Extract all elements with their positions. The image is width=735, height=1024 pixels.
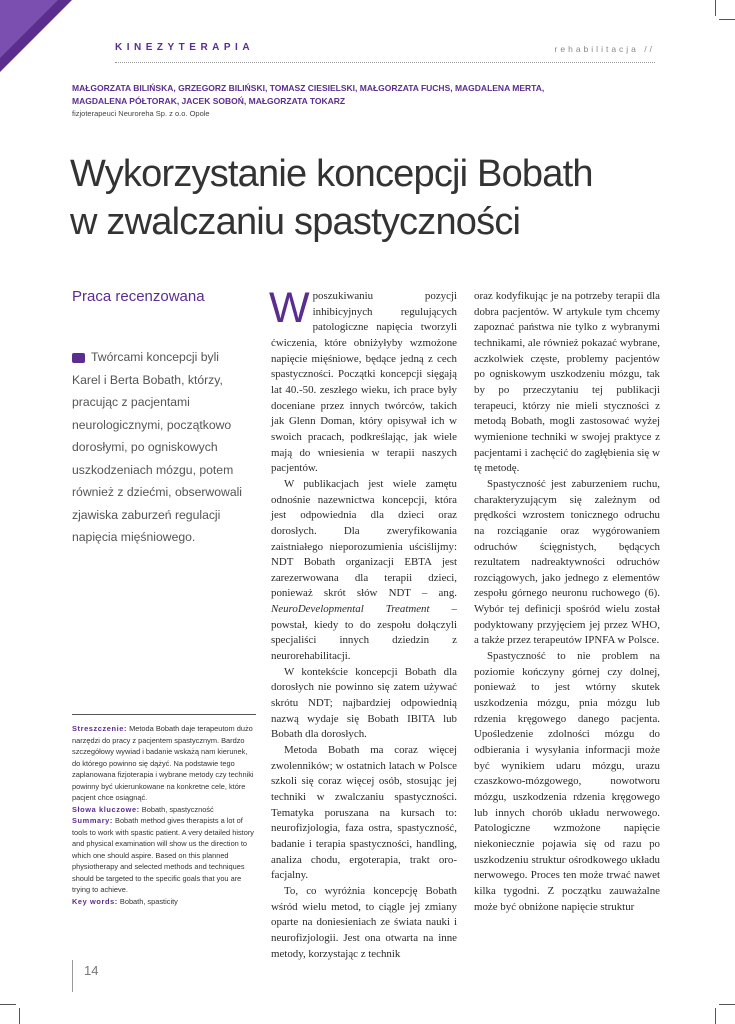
paragraph: Spastyczność jest zaburzeniem ruchu, charakteryzującym się zależnym od prędkości wzrostem tonicznego odruchu na rozciąganie oraz wygórowaniem odruchów ścięgnistych, będących rezultatem nadreaktywności odruchów rozciągowych, jako jednego z elementów zespołu górnego neuronu ruchowego (6). Wybór tej definicji spośród wielu został podyktowany przyjęciem jej przez WHO, a także przez terapeutów IPNFA w Polsce. — [474, 477, 660, 647]
paragraph-text: W publikacjach jest wiele zamętu odnośnie nazewnictwa koncepcji, która jest odpowiednia dla dzieci oraz dorosłych. Dla zweryfikowania zaistniałego nieporozumienia uściślijmy: NDT Bobath organizacji EBTA jest zarezerwowana dla terapii dzieci, ponieważ skrót słów NDT – ang. — [271, 477, 457, 600]
crop-mark — [719, 19, 735, 20]
paragraph: To, co wyróżnia koncepcję Bobath wśród wielu metod, to ciągle jej zmiany oparte na doniesieniach ze świata nauki i neurofizjologii. Jest ona otwarta na inne metody, korzystając z technik — [271, 884, 457, 960]
paragraph — [271, 477, 457, 665]
streszczenie-text: Metoda Bobath daje terapeutom dużo narzędzi do pracy z pacjentem spastycznym. Bardzo szczegółowy wywiad i badanie wskażą nam kierunek, do którego powinno się dążyć. Na podstawie tego zaplanowana fizjoterapia i wybrane metody czy techniki powinny być ukierunkowane na konkretne cele, które pacjent chce osiągnąć. — [72, 724, 254, 802]
authors-line-1: MAŁGORZATA BILIŃSKA, GRZEGORZ BILIŃSKI, TOMASZ CIESIELSKI, MAŁGORZATA FUCHS, MAGDALENA MERTA, — [72, 83, 545, 93]
paragraph: Metoda Bobath ma coraz więcej zwolenników; w ostatnich latach w Polsce szkoli się coraz więcej osób, stosując jej techniki w zwalczaniu spastyczności. Tematyka poruszana na kursach to: neurofizjologia, faza ostra, spastyczność, badanie i terapia spastyczności, handling, analiza chodu, ergoterapia, trakt oro-facjalny. — [271, 744, 457, 882]
crop-mark — [715, 0, 716, 16]
section-label: KINEZYTERAPIA — [115, 42, 255, 53]
lead-paragraph — [72, 346, 247, 549]
body-column-1 — [269, 284, 457, 962]
crop-mark — [715, 1008, 716, 1024]
paragraph — [269, 284, 457, 477]
review-label: Praca recenzowana — [72, 288, 205, 305]
article-title — [70, 150, 690, 246]
italic-term: NeuroDevelopmental Treatment — [271, 603, 430, 616]
crop-mark — [19, 1008, 20, 1024]
keywords-label: Key words: — [72, 896, 118, 906]
paragraph: W kontekście koncepcji Bobath dla dorosłych nie powinno się zatem używać skrótu NDT; najbardziej odpowiednią nazwą wydaje się Bobath IBITA lub Bobath dla dorosłych. — [271, 665, 457, 741]
keywords-text: Bobath, spasticity — [119, 896, 178, 906]
page-number: 14 — [84, 963, 99, 978]
journal-label: rehabilitacja // — [554, 44, 655, 54]
drop-cap: W — [269, 284, 310, 332]
abstract-box — [72, 714, 256, 907]
corner-decoration-inner — [0, 0, 58, 58]
authors — [72, 82, 592, 108]
paragraph-text: poszukiwaniu pozycji inhibicyjnych regulujących patologiczne napięcia tworzyli ćwiczenia, które obniżyłyby wzmożone napięcie mięśniowe, będące jedną z cech spastyczności. Początki koncepcji sięgają lat 40.-50. zeszłego wieku, ich prace były doceniane przez innych twórców, takich jak Glenn Doman, który opisywał ich w swoich pracach, podkreślając, jak wiele mają do wniesienia w terapii naszych pacjentów. — [271, 290, 457, 475]
authors-line-2: MAGDALENA PÓŁTORAK, JACEK SOBOŃ, MAŁGORZATA TOKARZ — [72, 96, 346, 106]
slowa-kluczowe-label: Słowa kluczowe: — [72, 804, 140, 814]
paragraph: Spastyczność to nie problem na poziomie kończyny górnej czy dolnej, ponieważ to jest wtórny skutek uszkodzenia mózgu, pnia mózgu lub rdzenia kręgowego danego pacjenta. Upośledzenie zdolności mózgu do odbierania i wysyłania informacji może być wynikiem udaru mózgu, urazu czaszkowo-mózgowego, nowotworu mózgu, uszkodzenia rdzenia kręgowego lub innych chorób układu nerwowego. Patologiczne wzmożone napięcie niekoniecznie pojawia się od razu po uszkodzeniu struktur ośrodkowego układu nerwowego. Proces ten może trwać nawet kilka tygodni. Z początku zauważalne może być obniżone napięcie struktur — [474, 650, 660, 913]
paragraph-text: – powstał, kiedy to do zespołu dołączyli specjaliści innych dziedzin z neurorehabilitacji. — [271, 603, 457, 663]
paragraph: oraz kodyfikując je na potrzeby terapii dla dobra pacjentów. W artykule tym chcemy zapoznać państwa nie tylko z wybranymi technikami, ale również pokazać wybrane, aczkolwiek częste, problemy pacjentów po ogniskowym uszkodzeniu mózgu, tak by po przeczytaniu tej publikacji terapeuci, którzy nie mieli styczności z metodą Bobath, mogli zastosować wyżej wymienione techniki w swojej praktyce z pacjentami i zachęcić do zagłębienia się w tę metodę. — [474, 290, 660, 475]
summary-label: Summary: — [72, 816, 113, 825]
title-line-1: Wykorzystanie koncepcji Bobath — [70, 153, 593, 195]
header-rule — [115, 62, 655, 63]
body-column-2 — [474, 289, 660, 915]
crop-mark — [0, 1004, 16, 1005]
affiliation: fizjoterapeuci Neuroreha Sp. z o.o. Opole — [72, 109, 210, 118]
page-number-rule — [72, 960, 73, 992]
slowa-kluczowe-text: Bobath, spastyczność — [141, 804, 214, 814]
bullet-icon — [72, 353, 85, 363]
crop-mark — [719, 1004, 735, 1005]
title-line-2: w zwalczaniu spastyczności — [70, 201, 521, 243]
streszczenie-label: Streszczenie: — [72, 724, 128, 733]
summary-text: Bobath method gives therapists a lot of tools to work with spastic patient. A very detailed history and physical examination will show us the direction to which one should aspire. Based on this planned physiotherapy and selected methods and techniques should be targeted to the specific goals that you are trying to achieve. — [72, 816, 254, 894]
lead-text: Twórcami koncepcji byli Karel i Berta Bobath, którzy, pracując z pacjentami neurologicznymi, początkowo dorosłymi, po ogniskowych uszkodzeniach mózgu, potem również z dziećmi, obserwowali zjawiska zaburzeń regulacji napięcia mięśniowego. — [72, 350, 243, 544]
